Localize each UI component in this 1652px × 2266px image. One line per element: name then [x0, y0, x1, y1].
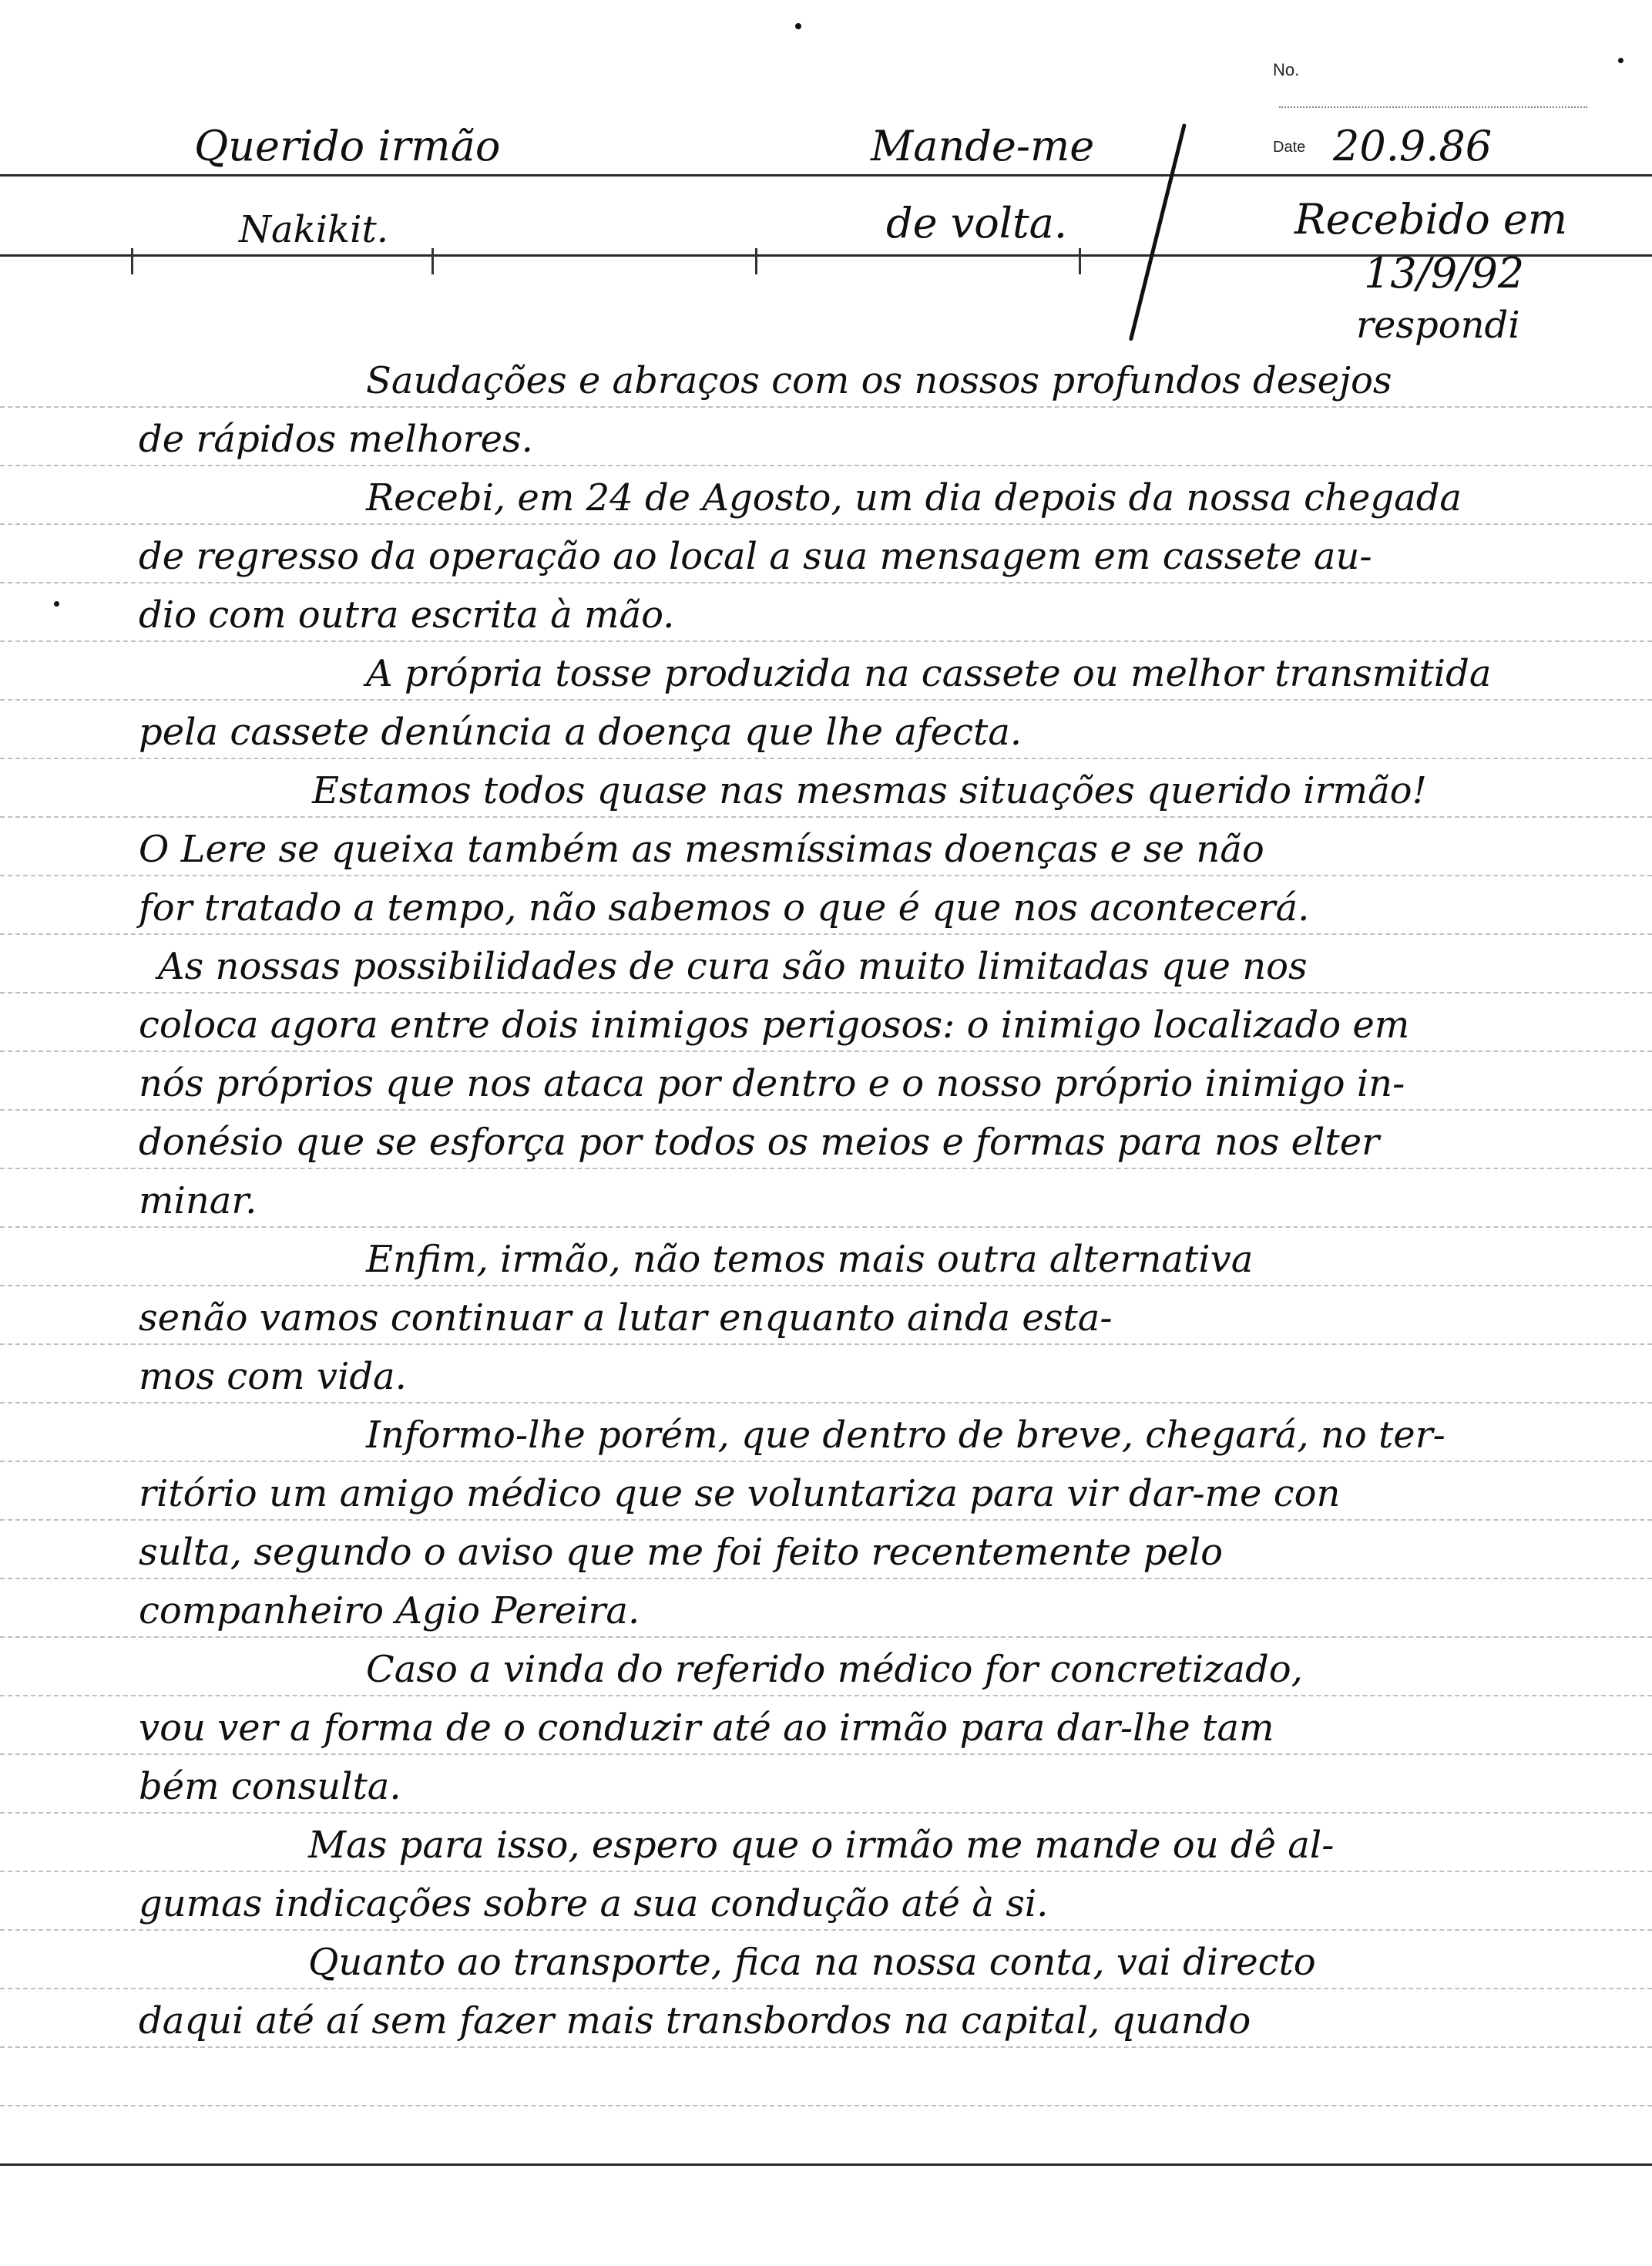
tick-mark	[431, 248, 434, 274]
ruled-line	[0, 465, 1652, 466]
ruled-line	[0, 699, 1652, 701]
body-line: O Lere se queixa também as mesmíssimas doenças e se não	[139, 828, 1264, 871]
ink-speck	[54, 601, 59, 607]
body-line: bém consulta.	[139, 1765, 401, 1808]
body-line: As nossas possibilidades de cura são muito limitadas que nos	[158, 945, 1308, 988]
body-line: de regresso da operação ao local a sua mensagem em cassete au-	[139, 535, 1372, 578]
body-line: daqui até aí sem fazer mais transbordos na capital, quando	[139, 1999, 1251, 2042]
ruled-line	[0, 1871, 1652, 1872]
ruled-line	[0, 1168, 1652, 1169]
tick-mark	[131, 248, 133, 274]
ruled-line	[0, 640, 1652, 642]
ruled-line	[0, 1051, 1652, 1052]
ruled-line	[0, 523, 1652, 525]
ruled-line	[0, 1519, 1652, 1521]
ruled-line	[0, 582, 1652, 583]
ruled-line	[0, 1929, 1652, 1931]
ruled-line	[0, 2046, 1652, 2048]
body-line: vou ver a forma de o conduzir até ao irmão para dar-lhe tam	[139, 1706, 1274, 1750]
tick-mark	[755, 248, 757, 274]
body-line: nós próprios que nos ataca por dentro e o nosso próprio inimigo in-	[139, 1062, 1405, 1105]
ruled-line	[0, 992, 1652, 993]
body-line: Quanto ao transporte, fica na nossa conta, vai directo	[308, 1941, 1316, 1984]
ruled-line	[0, 1226, 1652, 1228]
note-line-1: Mande-me	[871, 122, 1095, 170]
received-line-3: respondi	[1356, 304, 1520, 347]
body-line: Saudações e abraços com os nossos profundos desejos	[366, 359, 1392, 402]
body-line: gumas indicações sobre a sua condução até à si.	[139, 1882, 1049, 1925]
ruled-line	[0, 1988, 1652, 1989]
ruled-line	[0, 1343, 1652, 1345]
ruled-line	[0, 1402, 1652, 1404]
ruled-line	[0, 758, 1652, 759]
body-line: minar.	[139, 1179, 257, 1222]
body-line: coloca agora entre dois inimigos perigosos: o inimigo localizado em	[139, 1004, 1410, 1047]
body-line: sulta, segundo o aviso que me foi feito recentemente pelo	[139, 1531, 1223, 1574]
body-line: Enfim, irmão, não temos mais outra alternativa	[366, 1238, 1254, 1281]
date-value: 20.9.86	[1333, 122, 1493, 170]
ruled-line	[0, 1695, 1652, 1696]
body-line: ritório um amigo médico que se voluntariza para vir dar-me con	[139, 1472, 1341, 1515]
ruled-line	[0, 1285, 1652, 1286]
pen-stroke	[1129, 123, 1187, 341]
date-label: Date	[1273, 139, 1306, 156]
ruled-line	[0, 406, 1652, 408]
body-line: Informo-lhe porém, que dentro de breve, chegará, no ter-	[366, 1414, 1446, 1457]
ruled-line	[0, 1109, 1652, 1111]
body-line: senão vamos continuar a lutar enquanto ainda esta-	[139, 1296, 1113, 1340]
body-line: Mas para isso, espero que o irmão me mande ou dê al-	[308, 1824, 1335, 1867]
body-line: dio com outra escrita à mão.	[139, 593, 675, 637]
ruled-line	[0, 1636, 1652, 1638]
ruled-line	[0, 816, 1652, 818]
ink-speck	[795, 23, 801, 29]
salutation-line-2: Nakikit.	[239, 208, 389, 251]
bottom-rule	[0, 2163, 1652, 2166]
received-line-2: 13/9/92	[1364, 249, 1525, 298]
ruled-line	[0, 2105, 1652, 2106]
ruled-line	[0, 1812, 1652, 1814]
salutation-line-1: Querido irmão	[194, 122, 501, 170]
body-line: pela cassete denúncia a doença que lhe afecta.	[139, 711, 1022, 754]
note-line-2: de volta.	[886, 199, 1068, 247]
number-label: No.	[1273, 60, 1300, 79]
body-line: donésio que se esforça por todos os meios e formas para nos elter	[139, 1121, 1380, 1164]
ruled-line	[0, 875, 1652, 876]
body-line: Recebi, em 24 de Agosto, um dia depois da nossa chegada	[366, 476, 1462, 519]
body-line: mos com vida.	[139, 1355, 407, 1398]
ruled-line	[0, 1578, 1652, 1579]
ruled-line	[0, 1753, 1652, 1755]
tick-mark	[1079, 248, 1081, 274]
body-line: A própria tosse produzida na cassete ou melhor transmitida	[366, 652, 1492, 695]
ruled-line	[0, 1461, 1652, 1462]
received-line-1: Recebido em	[1294, 195, 1568, 244]
body-line: for tratado a tempo, não sabemos o que é que nos acontecerá.	[139, 886, 1310, 930]
body-line: de rápidos melhores.	[139, 418, 533, 461]
header-rule-1	[0, 174, 1652, 177]
ruled-line	[0, 933, 1652, 935]
ink-speck	[1618, 58, 1623, 63]
body-line: Caso a vinda do referido médico for concretizado,	[366, 1648, 1303, 1691]
number-field-line	[1279, 106, 1587, 108]
body-line: companheiro Agio Pereira.	[139, 1589, 640, 1632]
body-line: Estamos todos quase nas mesmas situações querido irmão!	[312, 769, 1427, 812]
